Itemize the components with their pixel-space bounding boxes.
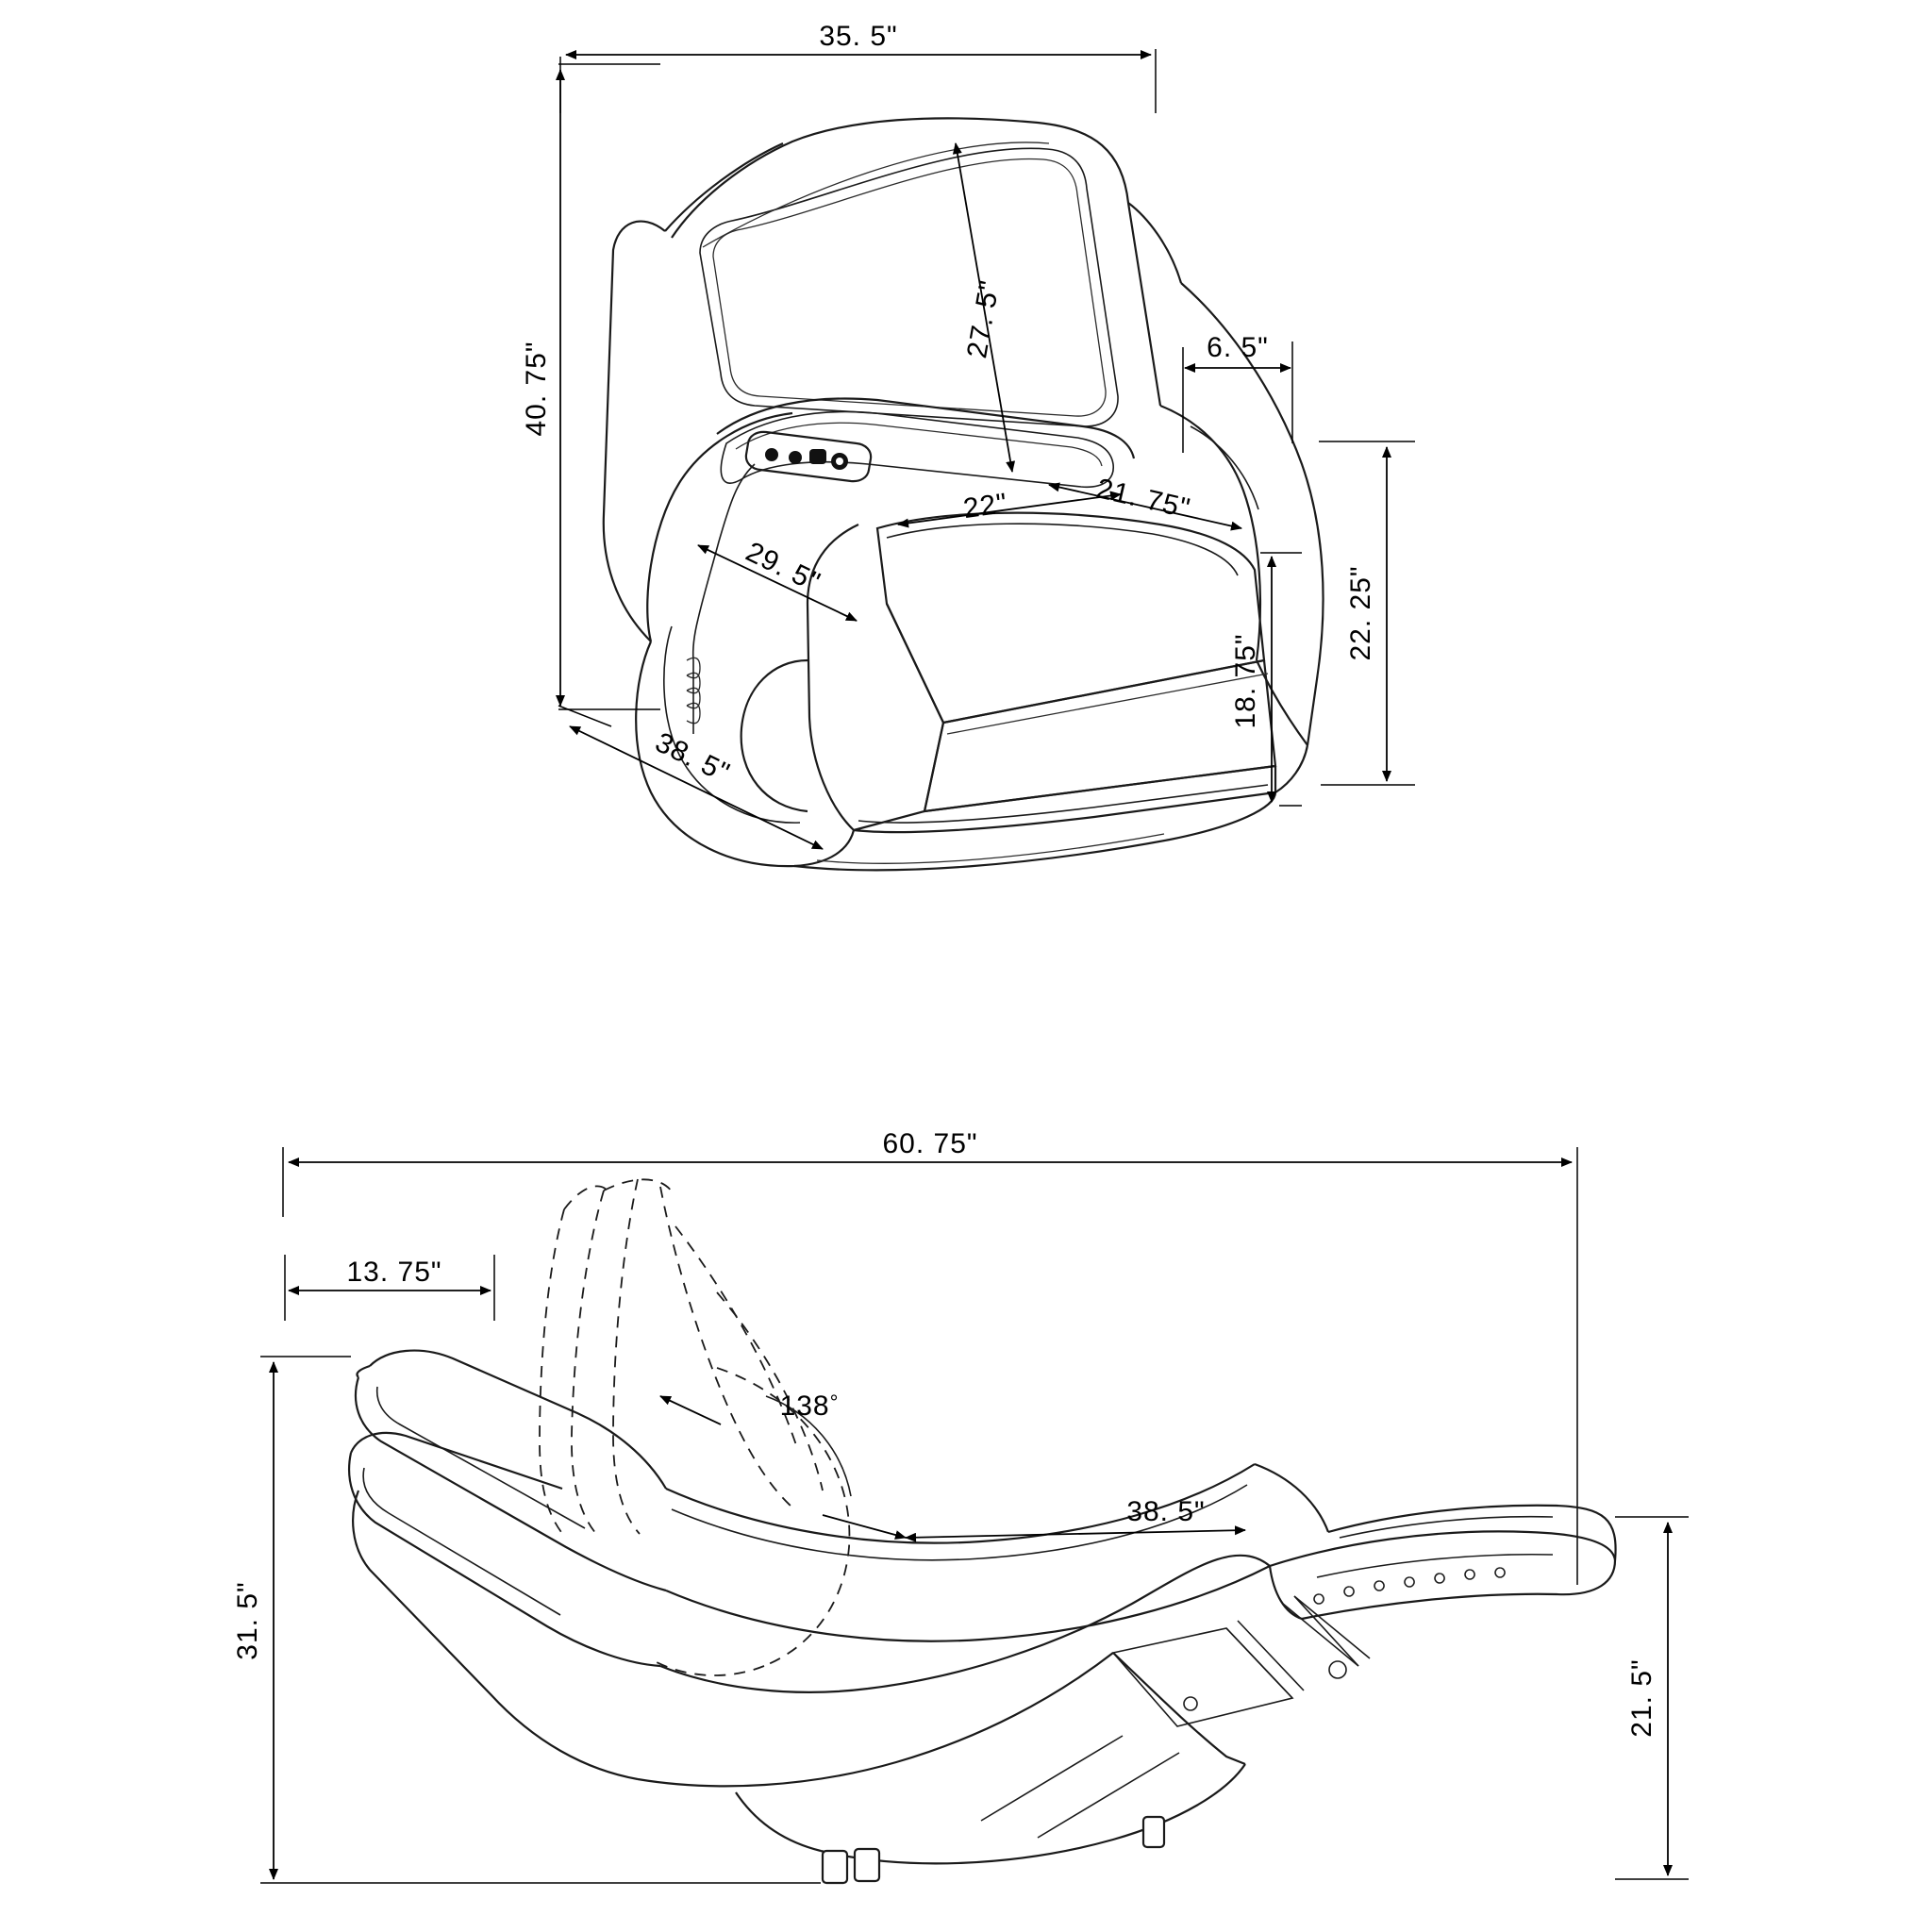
reclined-chair-drawing [232,1128,1689,1883]
dim-base-depth: 38. 5" [650,726,735,790]
dim-back-cushion-height: 27. 5" [961,277,1007,361]
upright-chair-drawing [521,21,1415,870]
dim-recline-angle: 138° [779,1391,840,1422]
dim-overall-width: 35. 5" [819,21,898,52]
dim-reclined-length: 60. 75" [882,1128,978,1159]
dim-seat-height: 18. 75" [1230,633,1261,729]
dim-seat-depth: 21. 75" [1093,473,1194,525]
dim-overall-depth: 29. 5" [741,536,825,599]
dim-reclined-height: 31. 5" [232,1581,263,1660]
remote-control-icon [746,432,871,481]
dim-seat-width: 22" [961,487,1010,525]
dim-footrest-extension: 38. 5" [1126,1496,1206,1527]
dim-arm-width: 6. 5" [1207,332,1269,363]
dim-wall-clearance: 13. 75" [346,1257,442,1288]
dim-overall-height: 40. 75" [521,341,552,437]
dim-footrest-height: 21. 5" [1626,1658,1657,1738]
dim-arm-height: 22. 25" [1345,565,1376,661]
